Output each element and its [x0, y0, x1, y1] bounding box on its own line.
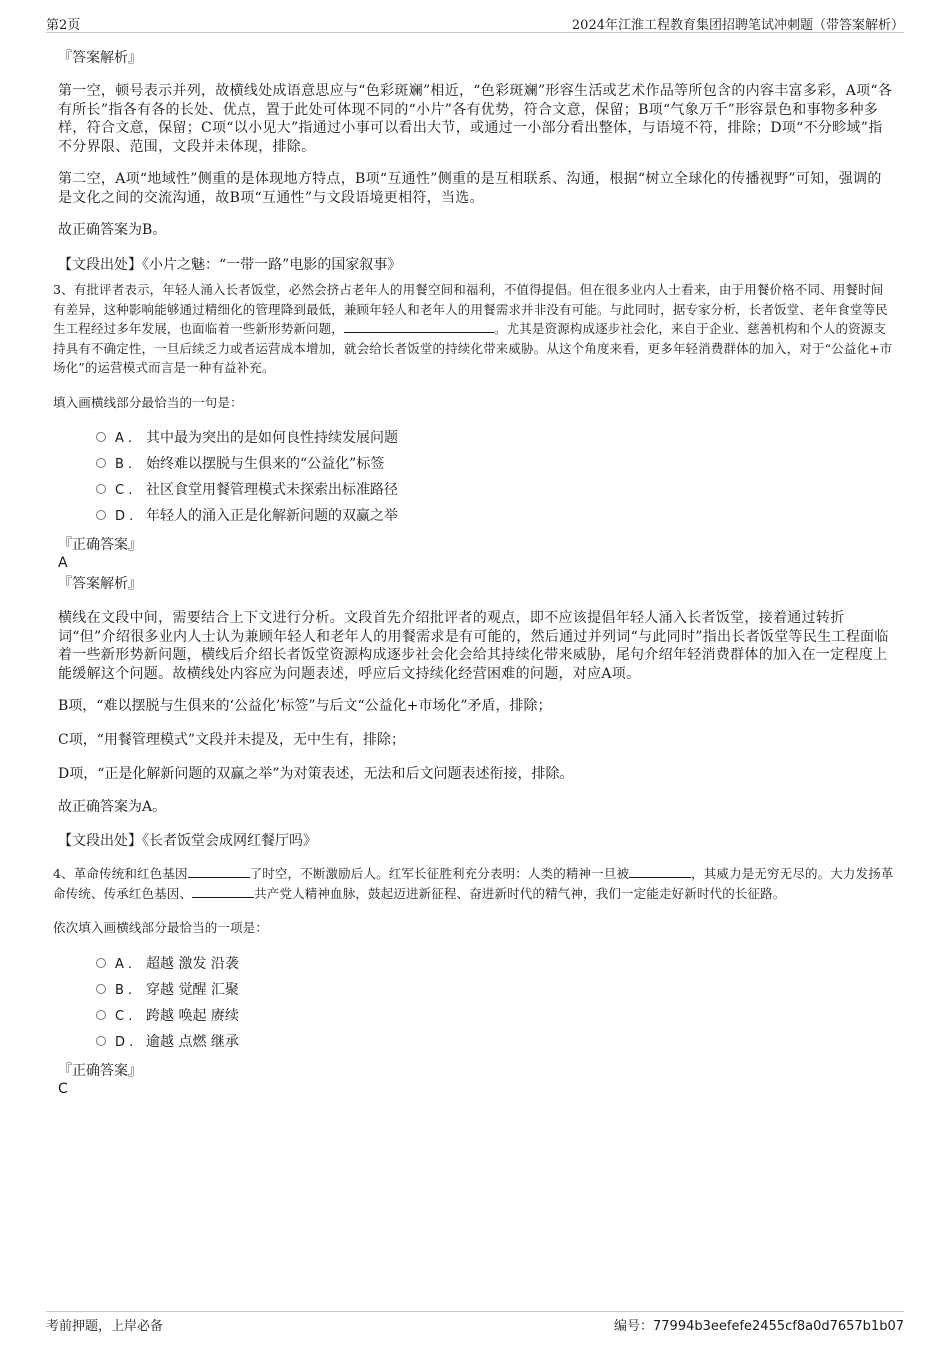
q4-option-a[interactable]: A . 超越 激发 沿袭: [96, 954, 239, 974]
q4-blank-3: [192, 885, 254, 898]
q4-option-c[interactable]: C . 跨越 唤起 赓续: [96, 1006, 239, 1026]
radio-icon[interactable]: [96, 432, 106, 442]
q3-option-d[interactable]: D . 年轻人的涌入正是化解新问题的双赢之举: [96, 506, 398, 526]
page-number: 第2页: [46, 18, 81, 33]
footer-slogan: 考前押题，上岸必备: [46, 1319, 164, 1334]
q4-correct-label: 『正确答案』: [58, 1063, 142, 1079]
q3-analysis-para3: C项，“用餐管理模式”文段并未提及，无中生有，排除；: [58, 732, 406, 748]
q2-analysis-para1: 第一空，顿号表示并列，故横线处成语意思应与“色彩斑斓”相近，“色彩斑斓”形容生活或艺术作品等所包含的内容丰富多彩，A项“各有所长”指各有各的长处、优点，置于此处可体现不同的“小片”各有优势，符合文意，保留；B项“气象万千”形容景色和事物多种多样，符合文意，保留；C项“以小见大”指通过小事可以看出大节，或通过一小部分看出整体，与语境不符，排除；D项“不分畛域”指不分界限、范围，文段并未体现，排除。: [58, 83, 893, 155]
q3-option-c[interactable]: C . 社区食堂用餐管理模式未探索出标准路径: [96, 480, 398, 500]
q3-text-after: 。尤其是资源构成逐步社会化，来自于企业、慈善机构和个人的资源支持具有不确定性，一旦后续乏力或者运营成本增加，就会给长者饭堂的持续化带来威胁。从这个角度来看，更多年轻消费群体的加入，对于“公益化+市场化”的运营模式而言是一种有益补充。: [53, 321, 893, 375]
q2-analysis-label: 『答案解析』: [58, 50, 142, 66]
q4-blank-1: [188, 865, 250, 878]
q2-analysis-para2: 第二空，A项“地域性”侧重的是体现地方特点，B项“互通性”侧重的是互相联系、沟通，根据“树立全球化的传播视野”可知，强调的是文化之间的交流沟通，故B项“互通性”与文段语境更相符，当选。: [58, 171, 882, 206]
document-title: 2024年江淮工程教育集团招聘笔试冲刺题（带答案解析）: [571, 18, 904, 33]
q3-correct-label: 『正确答案』: [58, 537, 142, 553]
q3-blank: [344, 320, 494, 333]
q3-analysis-para1: 横线在文段中间，需要结合上下文进行分析。文段首先介绍批评者的观点，即不应该提倡年轻人涌入长者饭堂，接着通过转折词“但”介绍很多业内人士认为兼顾年轻人和老年人的用餐需求是有可能的，然后通过并列词“与此同时”指出长者饭堂等民生工程面临着一些新形势新问题，横线后介绍长者饭堂资源构成逐步社会化会给其持续化带来威胁，尾句介绍年轻消费群体的加入在一定程度上能缓解这个问题。故横线处内容应为问题表述，呼应后文持续化经营困难的问题，对应A项。: [58, 610, 889, 682]
radio-icon[interactable]: [96, 1010, 106, 1020]
q3-analysis-para2: B项，“难以摆脱与生俱来的‘公益化’标签”与后文“公益化+市场化”矛盾，排除；: [58, 698, 552, 714]
q3-stem: [53, 280, 895, 378]
radio-icon[interactable]: [96, 958, 106, 968]
q3-prompt: 填入画横线部分最恰当的一句是：: [53, 395, 243, 410]
radio-icon[interactable]: [96, 510, 106, 520]
q3-correct-answer: A: [58, 555, 68, 571]
q3-option-a[interactable]: A . 其中最为突出的是如何良性持续发展问题: [96, 428, 398, 448]
q4-prompt: 依次填入画横线部分最恰当的一项是：: [53, 920, 269, 935]
q4-blank-2: [629, 865, 691, 878]
q3-source: 【文段出处】《长者饭堂会成网红餐厅吗》: [58, 833, 317, 849]
q3-text-before: 3、有批评者表示，年轻人涌入长者饭堂，必然会挤占老年人的用餐空间和福利，不值得提倡。但在很多业内人士看来，由于用餐价格不同、用餐时间有差异，这种影响能够通过精细化的管理降到最低，兼顾年轻人和老年人的用餐需求并非没有可能。与此同时，据专家分析，长者饭堂、老年食堂等民生工程经过多年发展，也面临着一些新形势新问题，: [53, 282, 888, 336]
q3-option-b[interactable]: B . 始终难以摆脱与生俱来的“公益化”标签: [96, 454, 384, 474]
q3-analysis-para4: D项，“正是化解新问题的双赢之举”为对策表述，无法和后文问题表述衔接，排除。: [58, 766, 574, 782]
q2-source: 【文段出处】《小片之魅：“一带一路”电影的国家叙事》: [58, 257, 402, 273]
radio-icon[interactable]: [96, 484, 106, 494]
q2-conclusion: 故正确答案为B。: [58, 222, 167, 238]
q3-analysis-conclusion: 故正确答案为A。: [58, 799, 167, 815]
footer-serial: 编号：77994b3eefefe2455cf8a0d7657b1b07: [613, 1319, 904, 1334]
q3-analysis-label: 『答案解析』: [58, 576, 142, 592]
page-header: [46, 12, 904, 33]
q4-stem: 4、革命传统和红色基因 了时空，不断激励后人。红军长征胜利充分表明：人类的精神一旦被 ，其威力是无穷无尽的。大力发扬革命传统、传承红色基因、 共产党人精神血脉，鼓起迈进新征程、奋进新时代的精气神，我们一定能走好新时代的长征路。: [53, 866, 894, 901]
q4-correct-answer: C: [58, 1081, 68, 1097]
q4-option-d[interactable]: D . 逾越 点燃 继承: [96, 1032, 239, 1052]
radio-icon[interactable]: [96, 458, 106, 468]
radio-icon[interactable]: [96, 1036, 106, 1046]
radio-icon[interactable]: [96, 984, 106, 994]
q4-option-b[interactable]: B . 穿越 觉醒 汇聚: [96, 980, 239, 1000]
page-footer: [46, 1311, 904, 1334]
